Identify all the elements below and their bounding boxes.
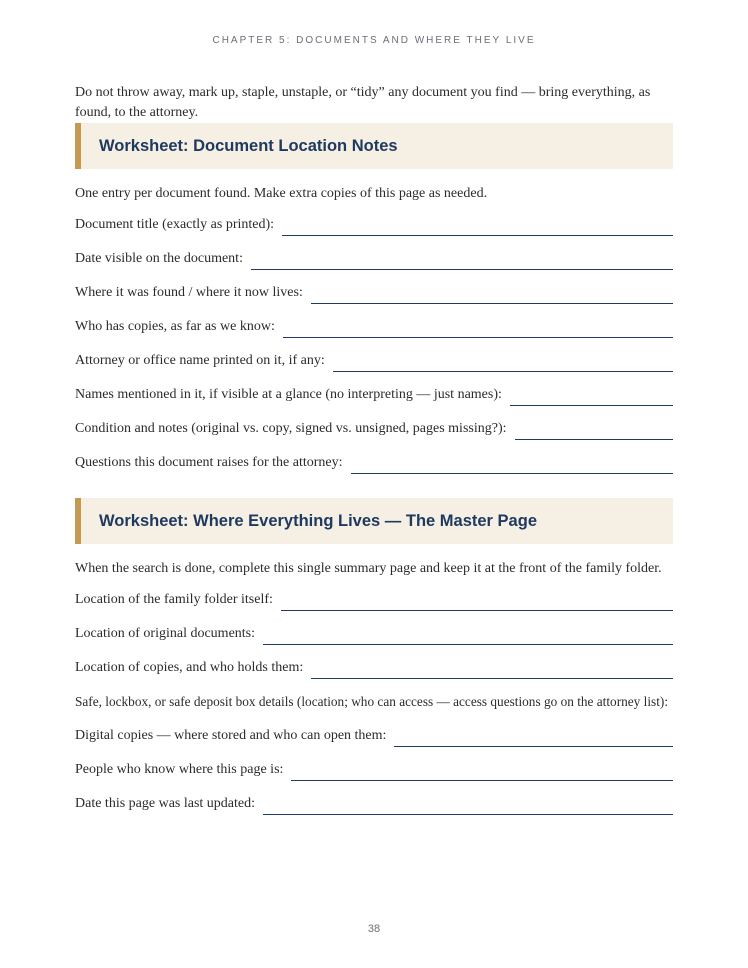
form-field: [75, 204, 673, 238]
form-field: [75, 442, 673, 476]
form-field: [75, 306, 673, 340]
page-content: [75, 83, 673, 817]
field-label: Where it was found / where it now lives:: [75, 285, 303, 300]
fill-in-line[interactable]: [281, 590, 673, 611]
field-label: Location of original documents:: [75, 626, 256, 641]
fill-in-line[interactable]: [351, 453, 674, 474]
fill-in-line[interactable]: [394, 726, 673, 747]
fill-in-line[interactable]: [515, 419, 674, 440]
field-label: Document title (exactly as printed):: [75, 217, 275, 232]
field-label: Who has copies, as far as we know:: [75, 319, 275, 334]
running-head: CHAPTER 5: DOCUMENTS AND WHERE THEY LIVE: [212, 35, 536, 46]
fill-in-line[interactable]: [263, 624, 673, 645]
worksheet-intro: One entry per document found. Make extra copies of this page as needed.: [75, 186, 488, 201]
worksheet-header-document-location: Worksheet: Document Location Notes: [75, 123, 673, 169]
field-label: Condition and notes (original vs. copy, signed vs. unsigned, pages missing?):: [75, 421, 507, 436]
form-field: [75, 272, 673, 306]
fill-in-line[interactable]: [263, 794, 673, 815]
fill-in-line[interactable]: [282, 215, 673, 236]
fill-in-line[interactable]: [311, 658, 673, 679]
fill-in-line[interactable]: [251, 249, 673, 270]
field-label: Location of the family folder itself:: [75, 592, 273, 607]
section-spacer: [75, 476, 673, 498]
intro-paragraph: Do not throw away, mark up, staple, unstaple, or “tidy” any document you find — bring everything, as found, to the attorney.: [75, 85, 651, 120]
worksheet-intro: When the search is done, complete this single summary page and keep it at the front of the family folder.: [75, 561, 662, 576]
form-field: [75, 408, 673, 442]
form-field: [75, 783, 673, 817]
form-field: [75, 340, 673, 374]
fill-in-line[interactable]: [291, 760, 673, 781]
form-field: [75, 613, 673, 647]
page-number: 38: [367, 923, 381, 935]
form-field: [75, 238, 673, 272]
fill-in-line[interactable]: [283, 317, 673, 338]
field-label: Safe, lockbox, or safe deposit box details (location; who can access — access questions go on the attorney list):: [75, 694, 669, 709]
form-field: [75, 715, 673, 749]
form-field: [75, 374, 673, 408]
form-field: [75, 749, 673, 783]
form-field: [75, 647, 673, 681]
field-label: People who know where this page is:: [75, 762, 284, 777]
field-label: Location of copies, and who holds them:: [75, 660, 304, 675]
worksheet-header-master-page: Worksheet: Where Everything Lives — The Master Page: [75, 498, 673, 544]
field-label: Attorney or office name printed on it, if any:: [75, 353, 325, 368]
field-label: Date visible on the document:: [75, 251, 243, 266]
fill-in-line[interactable]: [333, 351, 673, 372]
field-label: Date this page was last updated:: [75, 796, 256, 811]
form-field: [75, 681, 673, 715]
form-field: [75, 579, 673, 613]
field-label: Names mentioned in it, if visible at a glance (no interpreting — just names):: [75, 387, 502, 402]
field-label: Digital copies — where stored and who can open them:: [75, 728, 387, 743]
fill-in-line[interactable]: [311, 283, 673, 304]
fill-in-line[interactable]: [510, 385, 673, 406]
field-label: Questions this document raises for the attorney:: [75, 455, 343, 470]
